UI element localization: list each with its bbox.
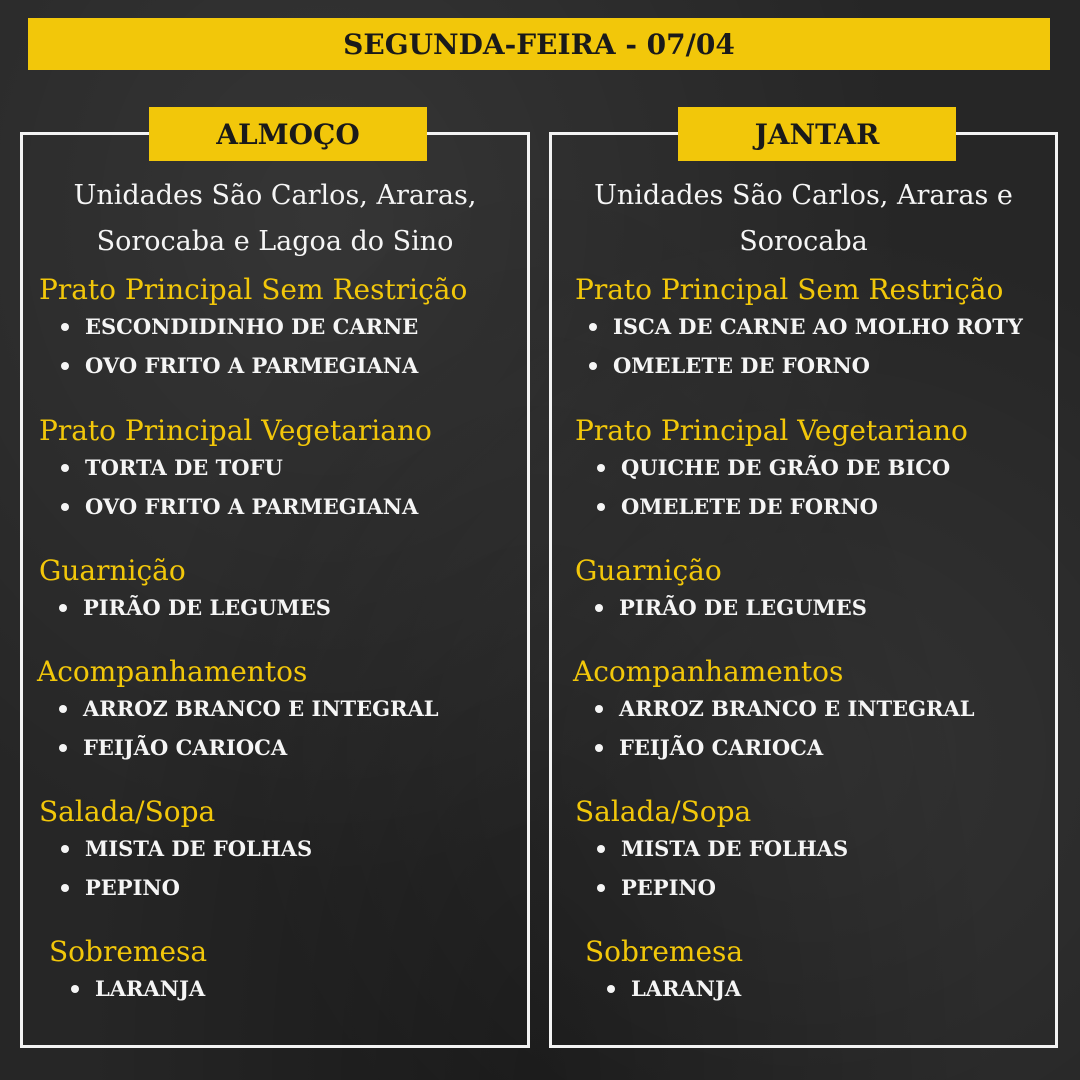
menu-item: LARANJA: [69, 969, 207, 1008]
menu-item: OMELETE DE FORNO: [587, 346, 1023, 385]
menu-item: FEIJÃO CARIOCA: [57, 728, 439, 767]
menu-item: FEIJÃO CARIOCA: [593, 728, 975, 767]
section-title: Prato Principal Sem Restrição: [575, 273, 1004, 306]
section-title: Salada/Sopa: [39, 795, 216, 828]
dinner-section-accomp: [573, 655, 975, 767]
lunch-section-main: [39, 273, 467, 385]
lunch-panel: [20, 117, 530, 1048]
section-title: Sobremesa: [585, 935, 744, 968]
lunch-label: ALMOÇO: [149, 107, 427, 161]
lunch-section-veg: [39, 414, 432, 526]
section-title: Acompanhamentos: [573, 655, 844, 688]
menu-item: PEPINO: [595, 868, 848, 907]
menu-item: PIRÃO DE LEGUMES: [57, 588, 331, 627]
section-title: Prato Principal Sem Restrição: [39, 273, 468, 306]
menu-item: OMELETE DE FORNO: [595, 487, 968, 526]
lunch-section-side: [39, 554, 331, 627]
menu-item: OVO FRITO A PARMEGIANA: [59, 487, 432, 526]
menu-item: OVO FRITO A PARMEGIANA: [59, 346, 467, 385]
menu-item: TORTA DE TOFU: [59, 448, 432, 487]
dinner-units-line1: Unidades São Carlos, Araras e: [594, 180, 1013, 211]
menu-item: QUICHE DE GRÃO DE BICO: [595, 448, 968, 487]
menu-item: LARANJA: [605, 969, 743, 1008]
menu-item: MISTA DE FOLHAS: [595, 829, 848, 868]
menu-item: PEPINO: [59, 868, 312, 907]
section-title: Acompanhamentos: [37, 655, 308, 688]
section-title: Salada/Sopa: [575, 795, 752, 828]
menu-item: ISCA DE CARNE AO MOLHO ROTY: [587, 307, 1023, 346]
menu-item: ARROZ BRANCO E INTEGRAL: [593, 689, 975, 728]
dinner-section-veg: [575, 414, 968, 526]
dinner-label: JANTAR: [678, 107, 956, 161]
section-title: Sobremesa: [49, 935, 208, 968]
menu-item: ESCONDIDINHO DE CARNE: [59, 307, 467, 346]
dinner-section-salad: [575, 795, 848, 907]
section-title: Prato Principal Vegetariano: [39, 414, 432, 447]
lunch-units: [23, 173, 527, 265]
dinner-section-side: [575, 554, 867, 627]
lunch-section-salad: [39, 795, 312, 907]
page-title: SEGUNDA-FEIRA - 07/04: [28, 18, 1050, 70]
section-title: Prato Principal Vegetariano: [575, 414, 968, 447]
menu-item: PIRÃO DE LEGUMES: [593, 588, 867, 627]
dinner-units: [552, 173, 1055, 265]
lunch-section-dessert: [49, 935, 207, 1008]
dinner-panel: [549, 117, 1058, 1048]
lunch-units-line2: Sorocaba e Lagoa do Sino: [96, 226, 454, 257]
dinner-section-dessert: [585, 935, 743, 1008]
dinner-section-main: [575, 273, 1023, 385]
section-title: Guarnição: [39, 554, 186, 587]
lunch-section-accomp: [37, 655, 439, 767]
menu-item: ARROZ BRANCO E INTEGRAL: [57, 689, 439, 728]
dinner-units-line2: Sorocaba: [739, 226, 868, 257]
menu-item: MISTA DE FOLHAS: [59, 829, 312, 868]
lunch-units-line1: Unidades São Carlos, Araras,: [73, 180, 477, 211]
section-title: Guarnição: [575, 554, 722, 587]
